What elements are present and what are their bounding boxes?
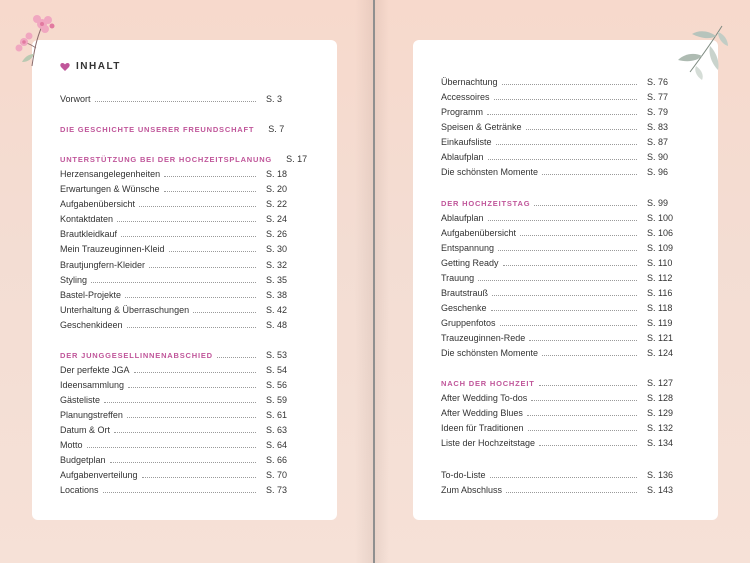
toc-entry xyxy=(60,303,300,317)
toc-leader-dots xyxy=(127,327,256,328)
toc-entry xyxy=(60,453,300,467)
toc-entry xyxy=(60,468,300,482)
toc-page-number: S. 106 xyxy=(647,228,674,238)
toc-leader-dots xyxy=(496,144,637,145)
toc-entry xyxy=(441,436,681,450)
toc-title: DER HOCHZEITSTAG xyxy=(441,198,531,208)
toc-page-number: S. 66 xyxy=(266,455,288,465)
toc-leader-dots xyxy=(542,174,637,175)
toc-title: Ablaufplan xyxy=(441,152,484,162)
toc-title: Programm xyxy=(441,107,484,117)
toc-leader-dots xyxy=(87,447,256,448)
toc-entry xyxy=(60,227,300,241)
toc-title: Aufgabenverteilung xyxy=(60,470,138,480)
toc-entry xyxy=(441,256,681,270)
toc-entry xyxy=(60,273,300,287)
toc-page-number: S. 121 xyxy=(647,333,674,343)
toc-page-number: S. 129 xyxy=(647,408,674,418)
toc-title: DIE GESCHICHTE UNSERER FREUNDSCHAFT xyxy=(60,124,255,134)
toc-title: Brautstrauß xyxy=(441,288,489,298)
toc-page-number: S. 83 xyxy=(647,122,669,132)
toc-entry xyxy=(441,226,681,240)
toc-leader-dots xyxy=(487,114,637,115)
toc-leader-dots xyxy=(502,84,637,85)
toc-entry xyxy=(441,316,681,330)
toc-title: Geschenkideen xyxy=(60,320,123,330)
toc-leader-dots xyxy=(488,159,637,160)
toc-entry xyxy=(60,242,300,256)
toc-page-number: S. 54 xyxy=(266,365,288,375)
toc-leader-dots xyxy=(110,462,256,463)
toc-page-number: S. 128 xyxy=(647,393,674,403)
toc-page-number: S. 112 xyxy=(647,273,673,283)
toc-title: Brautkleidkauf xyxy=(60,229,118,239)
toc-leader-dots xyxy=(142,477,256,478)
toc-section xyxy=(441,376,681,390)
toc-page-number: S. 136 xyxy=(647,470,674,480)
toc-entry xyxy=(60,182,300,196)
toc-leader-dots xyxy=(139,206,256,207)
toc-leader-dots xyxy=(478,280,637,281)
toc-leader-dots xyxy=(531,400,637,401)
toc-entry xyxy=(441,150,681,164)
toc-title: To-do-Liste xyxy=(441,470,486,480)
toc-page-number: S. 76 xyxy=(647,77,669,87)
toc-section xyxy=(441,196,681,210)
toc-page-number: S. 35 xyxy=(266,275,288,285)
toc-leader-dots xyxy=(520,235,637,236)
toc-title: Einkaufsliste xyxy=(441,137,492,147)
toc-page-number: S. 109 xyxy=(647,243,674,253)
toc-title: Motto xyxy=(60,440,83,450)
toc-page-number: S. 38 xyxy=(266,290,288,300)
toc-title: After Wedding Blues xyxy=(441,408,523,418)
toc-entry xyxy=(441,346,681,360)
toc-leader-dots xyxy=(498,250,637,251)
toc-page-number: S. 87 xyxy=(647,137,669,147)
toc-leader-dots xyxy=(492,295,637,296)
toc-entry xyxy=(441,301,681,315)
toc-title: Der perfekte JGA xyxy=(60,365,130,375)
toc-entry xyxy=(60,393,300,407)
toc-right xyxy=(413,40,718,520)
toc-title: Ideen für Traditionen xyxy=(441,423,524,433)
toc-leader-dots xyxy=(114,432,256,433)
toc-leader-dots xyxy=(503,265,637,266)
toc-entry xyxy=(441,75,681,89)
toc-title: Aufgabenübersicht xyxy=(441,228,517,238)
toc-page-number: S. 42 xyxy=(266,305,288,315)
toc-leader-dots xyxy=(506,492,637,493)
flower-icon xyxy=(12,12,60,68)
toc-page-number: S. 53 xyxy=(266,350,288,360)
toc-entry xyxy=(60,423,300,437)
toc-leader-dots xyxy=(500,325,637,326)
toc-section xyxy=(60,122,300,136)
toc-title: Die schönsten Momente xyxy=(441,348,539,358)
toc-entry xyxy=(441,211,681,225)
toc-title: Styling xyxy=(60,275,88,285)
toc-title: Getting Ready xyxy=(441,258,499,268)
toc-leader-dots xyxy=(491,310,637,311)
toc-title: Trauung xyxy=(441,273,475,283)
toc-heading-label: INHALT xyxy=(76,61,121,72)
toc-leader-dots xyxy=(164,176,256,177)
toc-page-number: S. 100 xyxy=(647,213,674,223)
toc-leader-dots xyxy=(117,221,256,222)
toc-page-number: S. 48 xyxy=(266,320,288,330)
toc-page-number: S. 22 xyxy=(266,199,288,209)
toc-page-number: S. 56 xyxy=(266,380,288,390)
toc-page-number: S. 118 xyxy=(647,303,673,313)
toc-leader-dots xyxy=(121,236,256,237)
toc-title: Datum & Ort xyxy=(60,425,111,435)
toc-title: Zum Abschluss xyxy=(441,485,503,495)
spine-shadow-right xyxy=(375,0,389,563)
toc-page-number: S. 116 xyxy=(647,288,673,298)
toc-page-number: S. 17 xyxy=(286,154,308,164)
toc-page-number: S. 18 xyxy=(266,169,288,179)
toc-entry xyxy=(441,105,681,119)
toc-page-number: S. 90 xyxy=(647,152,669,162)
toc-page-number: S. 79 xyxy=(647,107,669,117)
toc-page-number: S. 26 xyxy=(266,229,288,239)
toc-leader-dots xyxy=(526,129,637,130)
toc-title: Gruppenfotos xyxy=(441,318,496,328)
toc-title: Mein Trauzeuginnen-Kleid xyxy=(60,244,165,254)
toc-page-number: S. 61 xyxy=(266,410,288,420)
toc-page-number: S. 3 xyxy=(266,94,283,104)
toc-entry xyxy=(60,258,300,272)
toc-title: Erwartungen & Wünsche xyxy=(60,184,160,194)
spine-shadow-left xyxy=(355,0,373,563)
toc-page-number: S. 73 xyxy=(266,485,288,495)
toc-leader-dots xyxy=(127,417,256,418)
toc-leader-dots xyxy=(149,267,256,268)
toc-page-number: S. 143 xyxy=(647,485,674,495)
toc-title: UNTERSTÜTZUNG BEI DER HOCHZEITSPLANUNG xyxy=(60,154,273,164)
toc-leader-dots xyxy=(529,340,637,341)
toc-title: NACH DER HOCHZEIT xyxy=(441,378,535,388)
toc-title: Brautjungfern-Kleider xyxy=(60,260,146,270)
toc-entry xyxy=(441,271,681,285)
toc-leader-dots xyxy=(534,205,637,206)
toc-page-number: S. 134 xyxy=(647,438,674,448)
toc-leader-dots xyxy=(488,220,637,221)
toc-title: Ideensammlung xyxy=(60,380,125,390)
toc-title: Geschenke xyxy=(441,303,487,313)
toc-title: Übernachtung xyxy=(441,77,498,87)
toc-left xyxy=(32,40,337,520)
toc-title: After Wedding To-dos xyxy=(441,393,528,403)
toc-entry xyxy=(60,318,300,332)
toc-page-number: S. 30 xyxy=(266,244,288,254)
toc-title: Locations xyxy=(60,485,99,495)
toc-entry xyxy=(441,468,681,482)
toc-title: Entspannung xyxy=(441,243,495,253)
toc-entry xyxy=(441,135,681,149)
toc-page-number: S. 99 xyxy=(647,198,669,208)
toc-page-number: S. 132 xyxy=(647,423,674,433)
toc-entry xyxy=(60,438,300,452)
toc-title: Die schönsten Momente xyxy=(441,167,539,177)
toc-entry xyxy=(60,408,300,422)
toc-entry xyxy=(441,90,681,104)
toc-page-number: S. 119 xyxy=(647,318,673,328)
toc-entry xyxy=(60,212,300,226)
toc-title: Planungstreffen xyxy=(60,410,123,420)
toc-entry xyxy=(60,483,300,497)
toc-leader-dots xyxy=(193,312,256,313)
toc-title: Vorwort xyxy=(60,94,91,104)
toc-entry xyxy=(441,120,681,134)
toc-page-number: S. 24 xyxy=(266,214,288,224)
toc-title: Bastel-Projekte xyxy=(60,290,122,300)
toc-leader-dots xyxy=(539,385,637,386)
toc-leader-dots xyxy=(95,101,256,102)
toc-title: Gästeliste xyxy=(60,395,101,405)
toc-page-number: S. 7 xyxy=(268,124,285,134)
toc-leader-dots xyxy=(490,477,637,478)
toc-leader-dots xyxy=(134,372,256,373)
toc-title: Budgetplan xyxy=(60,455,106,465)
toc-leader-dots xyxy=(494,99,637,100)
toc-entry xyxy=(441,406,681,420)
toc-leader-dots xyxy=(164,191,256,192)
toc-leader-dots xyxy=(103,492,256,493)
toc-title: Trauzeuginnen-Rede xyxy=(441,333,526,343)
toc-title: Kontaktdaten xyxy=(60,214,114,224)
toc-entry xyxy=(60,288,300,302)
toc-leader-dots xyxy=(128,387,256,388)
toc-title: Accessoires xyxy=(441,92,490,102)
toc-leader-dots xyxy=(528,430,637,431)
toc-leader-dots xyxy=(169,251,256,252)
toc-entry xyxy=(441,241,681,255)
toc-title: DER JUNGGESELLINNENABSCHIED xyxy=(60,350,213,360)
toc-section xyxy=(60,152,308,166)
toc-page-number: S. 63 xyxy=(266,425,288,435)
toc-entry xyxy=(441,391,681,405)
right-page xyxy=(413,40,718,520)
toc-title: Speisen & Getränke xyxy=(441,122,522,132)
toc-entry xyxy=(441,331,681,345)
toc-leader-dots xyxy=(539,445,637,446)
toc-entry xyxy=(60,167,300,181)
toc-entry xyxy=(441,165,681,179)
toc-title: Unterhaltung & Überraschungen xyxy=(60,305,190,315)
toc-leader-dots xyxy=(217,357,256,358)
toc-page-number: S. 110 xyxy=(647,258,673,268)
toc-section xyxy=(60,348,300,362)
toc-page-number: S. 77 xyxy=(647,92,669,102)
left-page xyxy=(32,40,337,520)
toc-title: Ablaufplan xyxy=(441,213,484,223)
toc-leader-dots xyxy=(527,415,637,416)
toc-entry xyxy=(60,378,300,392)
toc-entry xyxy=(60,363,300,377)
toc-entry xyxy=(60,92,300,106)
toc-page-number: S. 70 xyxy=(266,470,288,480)
leaves-icon xyxy=(672,22,732,82)
toc-page-number: S. 20 xyxy=(266,184,288,194)
toc-title: Herzensangelegenheiten xyxy=(60,169,161,179)
toc-leader-dots xyxy=(91,282,256,283)
toc-entry xyxy=(441,286,681,300)
toc-page-number: S. 127 xyxy=(647,378,674,388)
toc-title: Aufgabenübersicht xyxy=(60,199,136,209)
toc-title: Liste der Hochzeitstage xyxy=(441,438,536,448)
toc-leader-dots xyxy=(125,297,256,298)
toc-entry xyxy=(441,483,681,497)
toc-page-number: S. 59 xyxy=(266,395,288,405)
toc-page-number: S. 96 xyxy=(647,167,669,177)
toc-page-number: S. 32 xyxy=(266,260,288,270)
toc-page-number: S. 64 xyxy=(266,440,288,450)
toc-entry xyxy=(441,421,681,435)
toc-leader-dots xyxy=(542,355,637,356)
toc-leader-dots xyxy=(104,402,256,403)
toc-entry xyxy=(60,197,300,211)
toc-page-number: S. 124 xyxy=(647,348,674,358)
